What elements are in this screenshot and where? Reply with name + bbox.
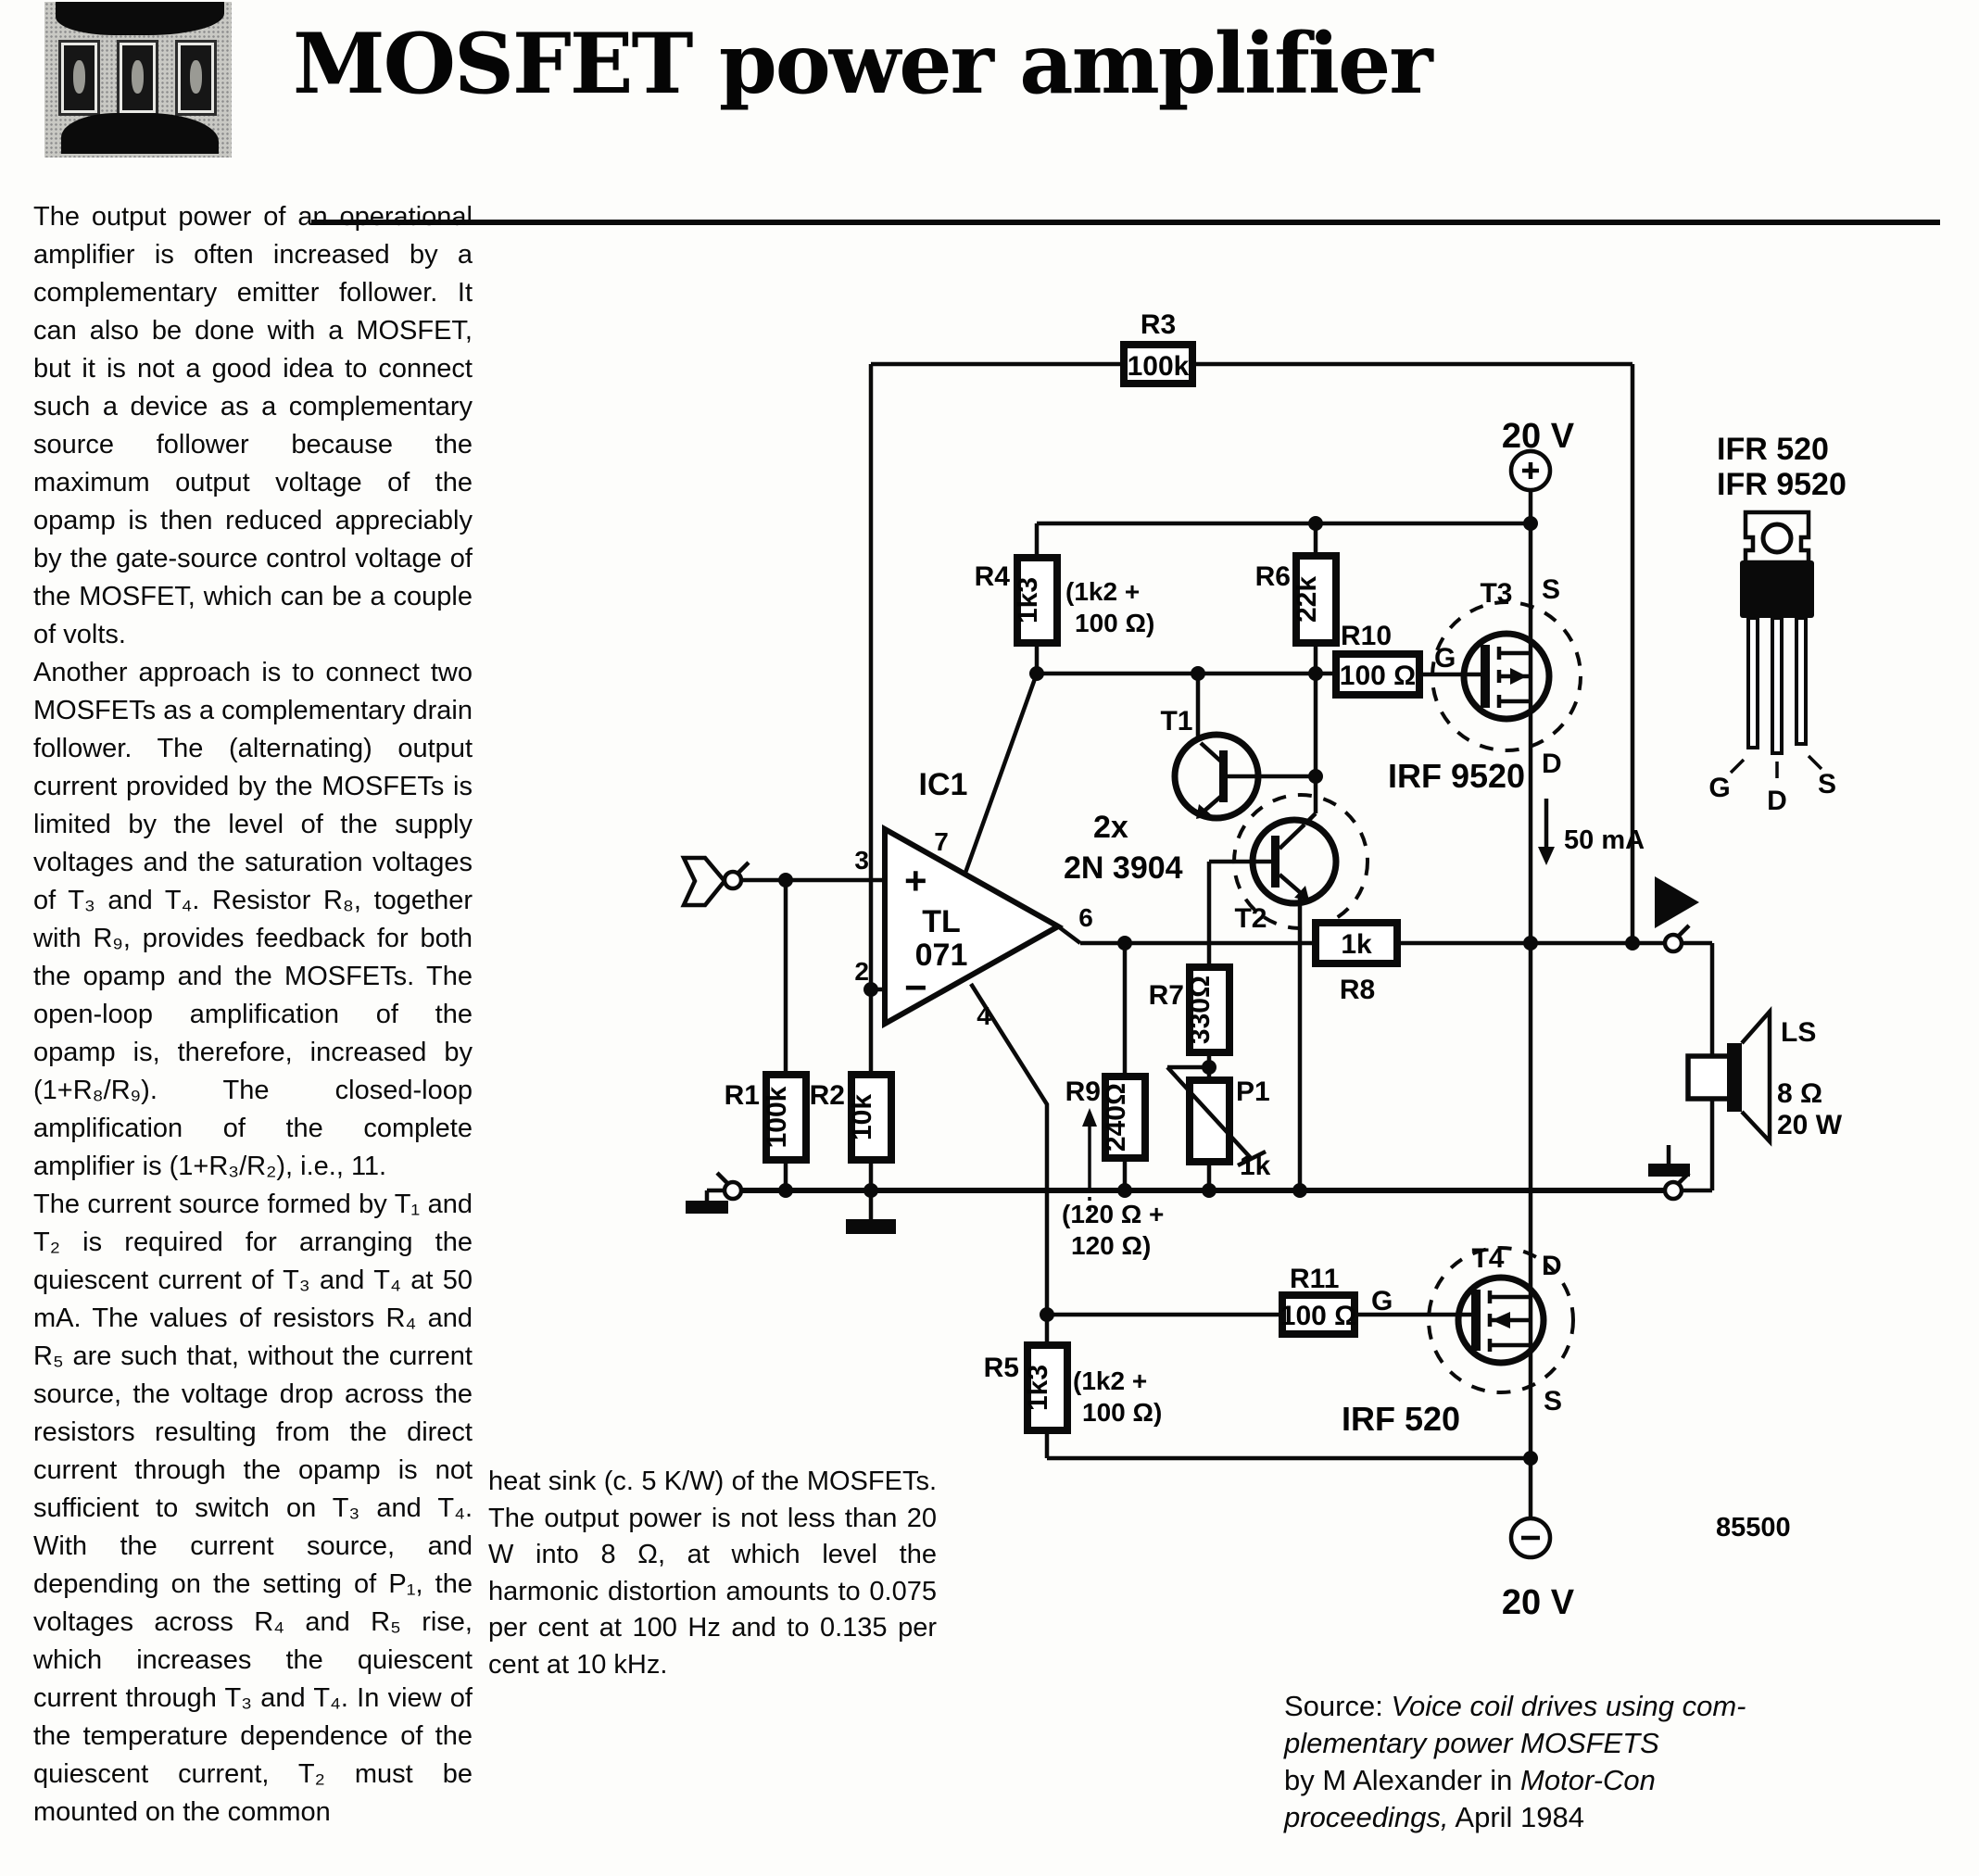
package-pin-g: G	[1708, 773, 1731, 803]
speaker-ref: LS	[1781, 1017, 1817, 1048]
resistor-r10	[1336, 621, 1481, 695]
r11-ref: R11	[1290, 1264, 1340, 1294]
r4-ref: R4	[974, 561, 1010, 592]
p1-ref: P1	[1236, 1076, 1270, 1107]
leg-g	[1748, 618, 1758, 748]
package-pin-d: D	[1767, 786, 1787, 816]
vneg-label: 20 V	[1501, 1583, 1575, 1622]
r5-value: 1k3	[1023, 1364, 1053, 1412]
bias-current-label: 50 mA	[1564, 825, 1645, 855]
t4-arrow-icon	[1492, 1312, 1510, 1328]
r4-value: 1k3	[1013, 576, 1043, 624]
r8-value: 1k	[1341, 929, 1372, 960]
mounting-hole	[1763, 524, 1791, 552]
ground-terminal	[725, 1182, 741, 1199]
resistor-r8	[1316, 923, 1665, 1005]
r10-ref: R10	[1341, 621, 1393, 651]
input-arrow-icon	[684, 858, 725, 905]
r4-note-1: (1k2 +	[1065, 577, 1141, 606]
r2-ground-icon	[846, 1219, 896, 1234]
resistor-r6	[1255, 523, 1336, 674]
t4-drain-label: D	[1542, 1251, 1562, 1281]
r11-value: 100 Ω	[1279, 1301, 1357, 1331]
r1-ref: R1	[724, 1080, 760, 1111]
package-name-1: IFR 520	[1717, 432, 1829, 467]
r6-ref: R6	[1254, 561, 1291, 592]
potentiometer-p1	[1167, 1060, 1271, 1190]
source-journal-part2: proceedings,	[1284, 1801, 1449, 1833]
t3-ref: T3	[1480, 578, 1513, 609]
r10-value: 100 Ω	[1339, 661, 1417, 691]
speaker-impedance: 8 Ω	[1777, 1078, 1823, 1109]
ground-icon	[686, 1201, 728, 1214]
source-date: April 1984	[1448, 1801, 1585, 1833]
paragraph-3: The current source formed by T₁ and T₂ is required for arranging the quiescent current of T₃ and T₄ at 50 mA. The values of resistors R₄ and R₅ are such that, without the current source, the voltage drop across the resistors resulting from the direct current through the opamp is not sufficient to switch on T₃ and T₄. With the current source, and depending on the setting of P₁, the voltages across R₄ and R₅ rise, which increases the quiescent current through T₃ and T₄. In view of the temperature dependence of the quiescent current, T₂ must be mounted on the common	[33, 1190, 473, 1827]
r9-note-1: (120 Ω +	[1062, 1200, 1165, 1228]
bias-current-arrow	[1538, 799, 1645, 865]
noninverting-input: +	[904, 859, 927, 902]
transistor-t3	[1388, 523, 1581, 943]
source-line-2: plementary power MOSFETS	[1284, 1727, 1659, 1759]
t2-ref: T2	[1234, 903, 1267, 934]
pair-qty: 2x	[1093, 810, 1128, 845]
package-inset	[1708, 432, 1847, 816]
r6-value: 22k	[1292, 575, 1322, 623]
negative-supply	[1502, 1458, 1575, 1622]
t4-ref: T4	[1471, 1243, 1505, 1274]
r5-note-1: (1k2 +	[1073, 1366, 1148, 1395]
r7-value: 330Ω	[1185, 975, 1216, 1045]
r9-ref: R9	[1065, 1076, 1101, 1107]
t4-part: IRF 520	[1342, 1400, 1461, 1438]
paragraph-2: Another approach is to connect two MOSFETs as a complementary drain follower. The (alternating) output current provided by the MOSFETs is limited by the level of the supply voltages and the saturation voltages of T₃ and T₄. Resistor R₈, together with R₉, provides feedback for both the opamp and the MOSFETs. The open-loop amplification of the opamp is, therefore, increased by (1+R₈/R₉). The closed-loop amplification of the complete amplifier is (1+R₃/R₂), i.e., 11.	[33, 658, 473, 1181]
output-ground-icon	[1648, 1164, 1690, 1177]
page-title: MOSFET power amplifier	[293, 15, 1431, 113]
r2-ref: R2	[809, 1080, 845, 1111]
t3-drain-label: D	[1542, 749, 1562, 779]
pin-4: 4	[977, 1001, 991, 1030]
ic1-part-2: 071	[914, 938, 968, 973]
output-terminal	[1665, 935, 1682, 951]
up-arrow-icon	[1082, 1108, 1097, 1127]
source-journal-part1: Motor-Con	[1520, 1764, 1656, 1796]
r9-note-2: 120 Ω)	[1071, 1231, 1152, 1260]
transistor-t4	[1339, 943, 1573, 1458]
middle-column: heat sink (c. 5 K/W) of the MOSFETs. The output power is not less than 20 W into 8 Ω, at which level the harmonic distortion amounts to 0.075 per cent at 100 Hz and to 0.135 per cent at 10 kHz.	[488, 1467, 937, 1680]
ic1-part-1: TL	[922, 904, 961, 939]
inverting-input: −	[904, 965, 927, 1009]
resistor-r7	[1149, 967, 1229, 1080]
t3-part: IRF 9520	[1388, 757, 1526, 795]
resistor-r11	[1280, 1264, 1356, 1334]
p1-value: 1k	[1240, 1151, 1271, 1181]
positive-supply	[1502, 417, 1575, 531]
leg-d	[1772, 618, 1782, 753]
t3-arrow-icon	[1510, 668, 1527, 685]
resistor-r5	[984, 1315, 1163, 1458]
leg-s	[1796, 618, 1806, 744]
r7-ref: R7	[1148, 980, 1184, 1011]
r5-note-2: 100 Ω)	[1082, 1398, 1163, 1427]
package-name-2: IFR 9520	[1717, 467, 1847, 502]
r1-value: 100k	[762, 1086, 792, 1149]
resistor-r2	[810, 1075, 896, 1234]
figure-number: 85500	[1716, 1513, 1791, 1542]
t4-gate-label: G	[1371, 1286, 1393, 1316]
pin-2: 2	[854, 957, 869, 986]
resistor-r1	[725, 1075, 806, 1190]
package-pin-s: S	[1817, 769, 1837, 800]
input-terminal	[725, 872, 741, 888]
resistor-r4	[975, 523, 1155, 674]
input-ground	[686, 1173, 741, 1214]
t3-source-label: S	[1542, 574, 1561, 605]
source-prefix: Source:	[1284, 1690, 1392, 1722]
package-body	[1740, 560, 1814, 618]
return-terminal	[1665, 1182, 1682, 1199]
r2-value: 10k	[847, 1093, 877, 1141]
speaker-power: 20 W	[1777, 1110, 1843, 1140]
t1-ref: T1	[1160, 706, 1193, 737]
r3-value: 100k	[1127, 351, 1190, 382]
r9-value: 240Ω	[1101, 1082, 1131, 1152]
output-section	[1648, 876, 1843, 1199]
source-author: by M Alexander in	[1284, 1764, 1521, 1796]
r5-ref: R5	[983, 1353, 1019, 1383]
ic1-ref: IC1	[918, 767, 968, 802]
t4-source-label: S	[1544, 1386, 1563, 1416]
output-arrow-icon	[1655, 876, 1699, 928]
pin-6: 6	[1078, 903, 1093, 932]
t3-gate-label: G	[1434, 643, 1456, 674]
down-arrow-icon	[1538, 847, 1555, 865]
paragraph-1: The output power of an operational amplifier is often increased by a complementary emitter follower. It can also be done with a MOSFET, but it is not a good idea to connect such a device as a complementary source follower because the maximum output voltage of the opamp is then reduced appreciably by the gate-source control voltage of the MOSFET, which can be a couple of volts.	[33, 202, 473, 649]
pin-3: 3	[854, 846, 869, 875]
transistor-t1	[1160, 674, 1323, 823]
r4-note-2: 100 Ω)	[1075, 609, 1155, 637]
source-title-part1: Voice coil drives using com-	[1391, 1690, 1746, 1722]
pair-part: 2N 3904	[1064, 850, 1183, 886]
r8-ref: R8	[1339, 975, 1376, 1005]
r3-ref: R3	[1140, 309, 1177, 340]
pin-7: 7	[934, 827, 949, 856]
vpos-label: 20 V	[1501, 417, 1575, 456]
speaker-cone	[1742, 1012, 1770, 1141]
